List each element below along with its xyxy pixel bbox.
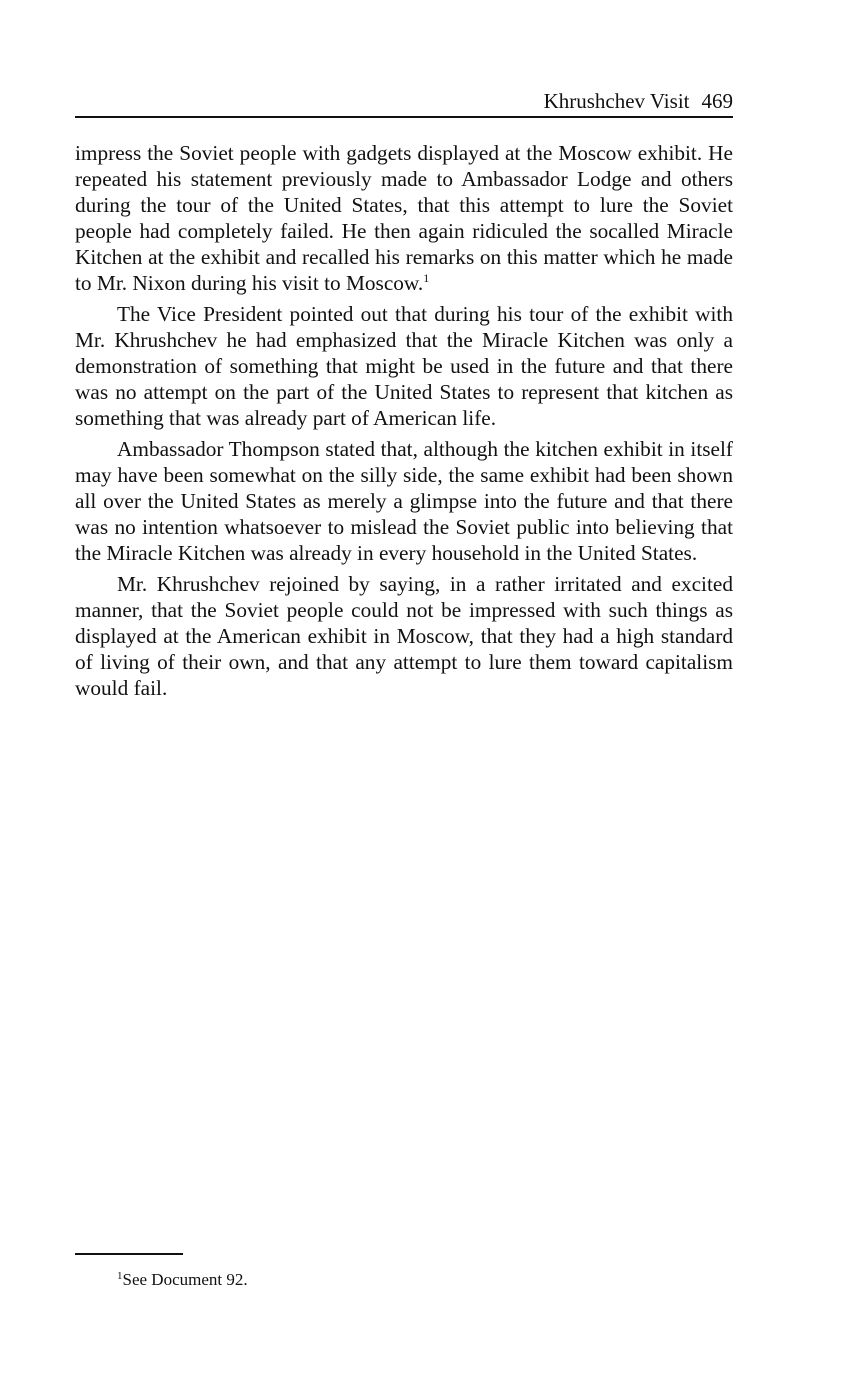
footnote	[117, 1268, 248, 1292]
paragraph-1	[75, 140, 733, 296]
running-header	[544, 88, 733, 114]
paragraph-text: Ambassador Thompson stated that, although the kitchen exhibit in itself may have been somewhat on the silly side, the same exhibit had been shown all over the United States as merely a glimpse into the future and that there was no intention whatsoever to mislead the Soviet public into believing that the Miracle Kitchen was already in every household in the United States.	[75, 437, 733, 565]
page-number: 469	[701, 89, 733, 113]
paragraph-text: The Vice President pointed out that during his tour of the exhibit with Mr. Khrushchev he had emphasized that the Miracle Kitchen was only a demonstration of something that might be used in the future and that there was no attempt on the part of the United States to represent that kitchen as something that was already part of American life.	[75, 302, 733, 430]
body-text	[75, 140, 733, 706]
paragraph-text: impress the Soviet people with gadgets displayed at the Moscow exhibit. He repeated his statement previously made to Ambassador Lodge and others during the tour of the United States, that this attempt to lure the Soviet people had completely failed. He then again ridiculed the socalled Miracle Kitchen at the exhibit and recalled his remarks on this matter which he made to Mr. Nixon during his visit to Moscow.	[75, 141, 733, 295]
footnote-marker: 1	[117, 1270, 123, 1282]
paragraph-4	[75, 571, 733, 701]
footnote-rule	[75, 1253, 183, 1255]
header-rule	[75, 116, 733, 118]
paragraph-3	[75, 436, 733, 566]
paragraph-text: Mr. Khrushchev rejoined by saying, in a rather irritated and excited manner, that the Soviet people could not be impressed with such things as displayed at the American exhibit in Moscow, that they had a high standard of living of their own, and that any attempt to lure them toward capitalism would fail.	[75, 572, 733, 700]
running-title: Khrushchev Visit	[543, 89, 690, 113]
paragraph-2	[75, 301, 733, 431]
footnote-reference: 1	[423, 271, 430, 285]
footnote-text: See Document 92.	[122, 1270, 248, 1289]
